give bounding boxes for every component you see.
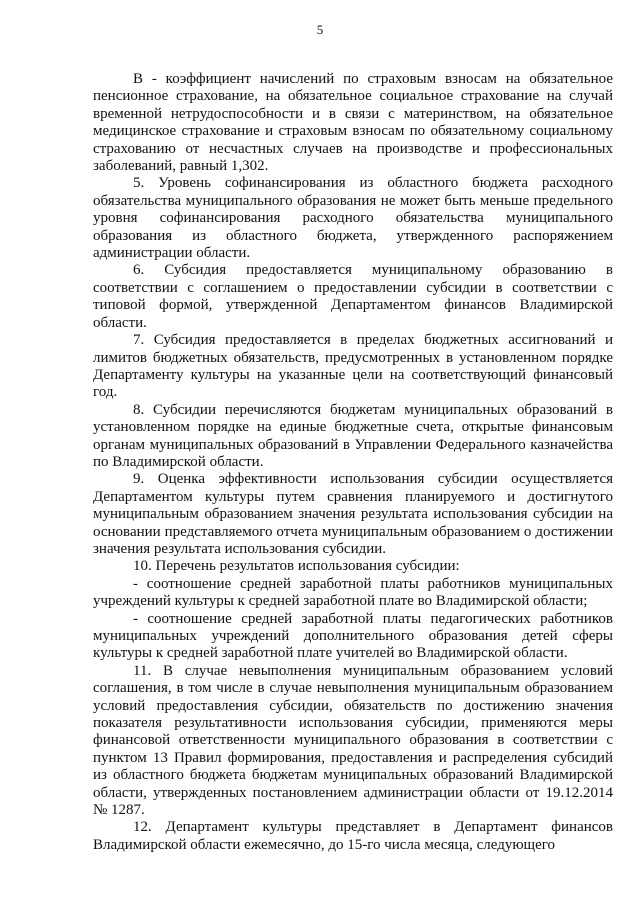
paragraph-item-11: 11. В случае невыполнения муниципальным образованием условий соглашения, в том числе в случае невыполнения муниципальным образованием условий предоставления субсидии, обязательств по достижению значения показателя результативности использования субсидии, применяются меры финансовой ответственности муниципального образования в соответствии с пунктом 13 Правил формирования, предоставления и распределения субсидий из областного бюджета бюджетам муниципальных образований Владимирской области, утвержденных постановлением администрации области от 19.12.2014 № 1287.: [93, 662, 613, 819]
page-number: 5: [316, 22, 324, 37]
paragraph-item-5: 5. Уровень софинансирования из областного бюджета расходного обязательства муниципального образования не может быть меньше предельного уровня софинансирования расходного обязательства муниципального образования из областного бюджета, утвержденного распоряжением администрации области.: [93, 175, 613, 262]
list-item-salary-culture: - соотношение средней заработной платы работников муниципальных учреждений культуры к средней заработной плате во Владимирской области;: [93, 575, 613, 610]
paragraph-item-9: 9. Оценка эффективности использования субсидии осуществляется Департаментом культуры путем сравнения планируемого и достигнутого муниципальным образованием значения результата использования субсидии на основании представляемого отчета муниципальным образованием о достижении значения результата использования субсидии.: [93, 471, 613, 557]
document-body: [93, 71, 613, 854]
paragraph-item-8: 8. Субсидии перечисляются бюджетам муниципальных образований в установленном порядке на единые бюджетные счета, открытые финансовым органам муниципальных образований в Управлении Федерального казначейства по Владимирской области.: [93, 401, 613, 470]
paragraph-item-7: 7. Субсидия предоставляется в пределах бюджетных ассигнований и лимитов бюджетных обязательств, предусмотренных в установленном порядке Департаменту культуры на указанные цели на соответствующий финансовый год.: [93, 332, 613, 401]
paragraph-coefficient-b: В - коэффициент начислений по страховым взносам на обязательное пенсионное страхование, на обязательное социальное страхование на случай временной нетрудоспособности и в связи с материнством, на обязательное медицинское страхование и страховым взносам по обязательному социальному страхованию от несчастных случаев на производстве и профессиональных заболеваний, равный 1,302.: [93, 71, 613, 175]
paragraph-item-6: 6. Субсидия предоставляется муниципальному образованию в соответствии с соглашением о предоставлении субсидии в соответствии с типовой формой, утвержденной Департаментом финансов Владимирской области.: [93, 262, 613, 331]
paragraph-item-12: 12. Департамент культуры представляет в Департамент финансов Владимирской области ежемесячно, до 15-го числа месяца, следующего: [93, 819, 613, 853]
paragraph-item-10: 10. Перечень результатов использования субсидии:: [133, 558, 460, 575]
list-item-salary-teachers: - соотношение средней заработной платы педагогических работников муниципальных учреждений дополнительного образования детей сферы культуры к средней заработной плате учителей во Владимирской области.: [93, 610, 613, 662]
